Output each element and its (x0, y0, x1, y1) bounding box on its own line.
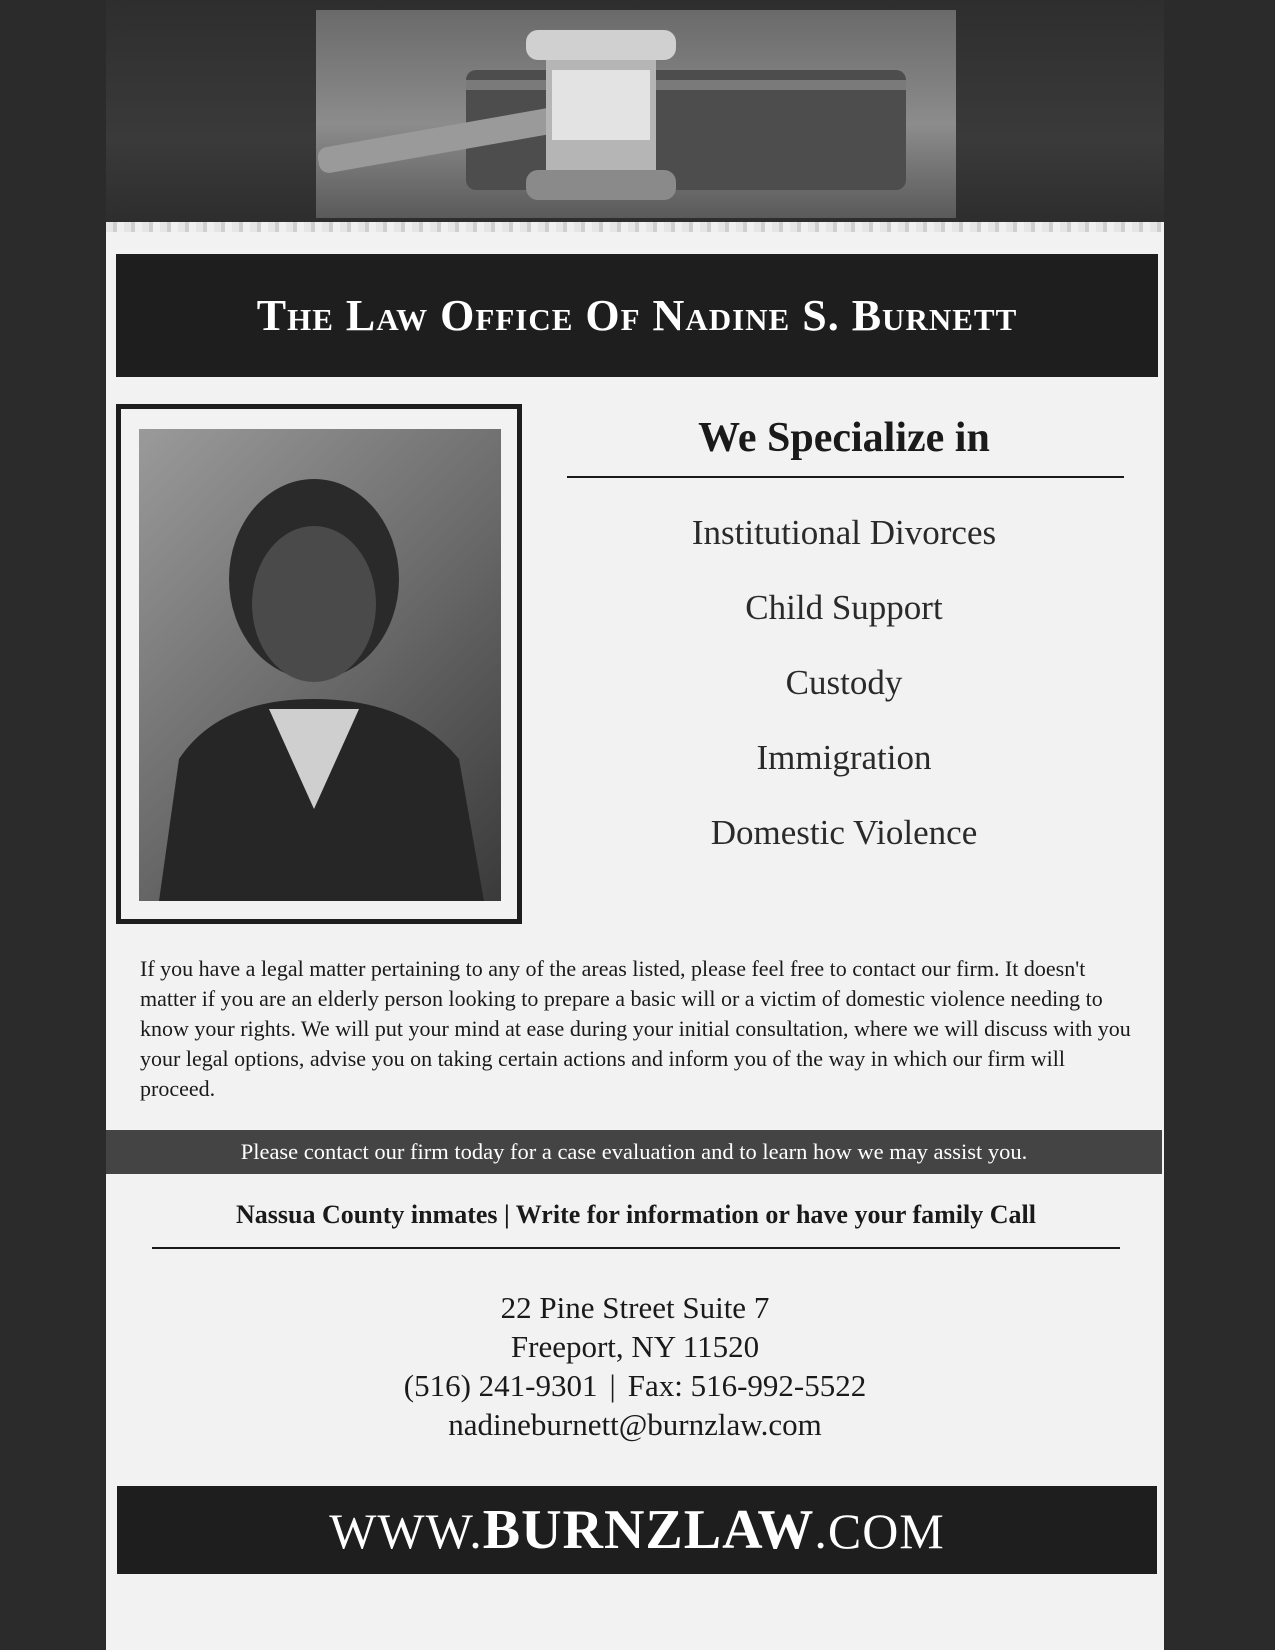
email-link[interactable]: nadineburnett@burnzlaw.com (448, 1407, 822, 1442)
fax-number: Fax: 516-992-5522 (627, 1368, 867, 1403)
cta-text: Please contact our firm today for a case evaluation and to learn how we may assist you. (240, 1139, 1028, 1164)
specialty-item: Domestic Violence (710, 813, 978, 852)
flyer-page (106, 0, 1164, 1650)
inmates-note: Nassua County inmates | Write for information or have your family Call (236, 1200, 1036, 1229)
title-banner (116, 254, 1158, 377)
specialties-list (566, 505, 1122, 880)
address-line-2: Freeport, NY 11520 (510, 1329, 760, 1364)
website-suffix: .COM (814, 1503, 945, 1559)
website-name: BURNZLAW (482, 1499, 815, 1561)
page-title: The Law Office Of Nadine S. Burnett (256, 291, 1018, 340)
phone-fax-line (106, 1366, 1164, 1405)
inmates-divider (152, 1247, 1120, 1249)
intro-paragraph: If you have a legal matter pertaining to any of the areas listed, please feel free to contact our firm. It doesn't matter if you are an elderly person looking to prepare a basic will or a victim of domestic violence needing to know your rights. We will put your mind at ease during your initial consultation, where we will discuss with you your legal options, advise you on taking certain actions and inform you of the way in which our firm will proceed. (140, 956, 1131, 1101)
gavel-book-photo (316, 10, 956, 218)
torn-edge (106, 222, 1164, 232)
person-icon (139, 429, 501, 901)
contact-block (106, 1288, 1164, 1444)
specialties-divider (567, 476, 1124, 478)
cta-banner (106, 1130, 1162, 1174)
phone-number[interactable]: (516) 241-9301 (403, 1368, 598, 1403)
gavel-icon (316, 10, 956, 218)
attorney-portrait (139, 429, 501, 901)
specialty-item: Immigration (756, 738, 932, 777)
specialties-heading: We Specialize in (698, 415, 990, 461)
portrait-frame (116, 404, 522, 924)
website-link[interactable] (329, 1498, 945, 1562)
gavel-hero-image (106, 0, 1164, 232)
website-banner (117, 1486, 1157, 1574)
website-prefix: WWW. (329, 1503, 483, 1559)
phone-fax-separator: | (609, 1368, 616, 1403)
specialty-item: Child Support (745, 588, 943, 627)
specialty-item: Custody (785, 663, 903, 702)
specialty-item: Institutional Divorces (691, 513, 997, 552)
address-line-1: 22 Pine Street Suite 7 (500, 1290, 770, 1325)
